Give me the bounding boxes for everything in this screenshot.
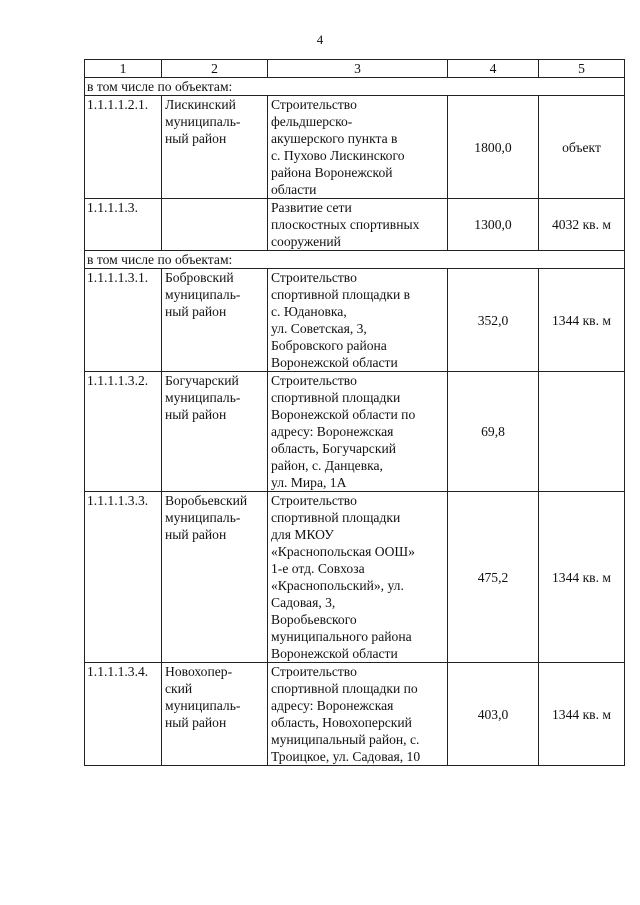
section-label: в том числе по объектам: xyxy=(85,251,625,269)
cell-line: «Краснопольский», ул. xyxy=(271,578,404,593)
amount-value: 352,0 xyxy=(448,269,539,372)
object-description xyxy=(268,199,448,251)
cell-line: ный район xyxy=(165,407,227,422)
column-header: 1 xyxy=(85,60,162,78)
cell-line: Садовая, 3, xyxy=(271,595,336,610)
cell-line: Воронежской области xyxy=(271,646,398,661)
cell-line: Строительство xyxy=(271,373,357,388)
object-description xyxy=(268,372,448,492)
item-code: 1.1.1.1.3.3. xyxy=(85,492,162,663)
cell-line: область, Новохоперский xyxy=(271,715,412,730)
cell-line: Троицкое, ул. Садовая, 10 xyxy=(271,749,421,764)
amount-value: 403,0 xyxy=(448,663,539,766)
item-code: 1.1.1.1.3.4. xyxy=(85,663,162,766)
cell-line: муниципальный район, с. xyxy=(271,732,420,747)
table-row xyxy=(85,663,625,766)
objects-table xyxy=(84,59,625,766)
capacity-unit: 1344 кв. м xyxy=(539,492,625,663)
cell-line: спортивной площадки xyxy=(271,390,401,405)
object-description xyxy=(268,663,448,766)
district-name xyxy=(162,269,268,372)
cell-line: Новохопер- xyxy=(165,664,233,679)
cell-line: области xyxy=(271,182,317,197)
cell-line: фельдшерско- xyxy=(271,114,353,129)
cell-line: муниципаль- xyxy=(165,114,241,129)
column-header: 3 xyxy=(268,60,448,78)
cell-line: Воронежской области xyxy=(271,355,398,370)
cell-line: «Краснопольская ООШ» xyxy=(271,544,415,559)
cell-line: адресу: Воронежская xyxy=(271,698,394,713)
district-name xyxy=(162,199,268,251)
column-header: 2 xyxy=(162,60,268,78)
district-name xyxy=(162,663,268,766)
column-header: 5 xyxy=(539,60,625,78)
amount-value: 1300,0 xyxy=(448,199,539,251)
cell-line: района Воронежской xyxy=(271,165,393,180)
page-number: 4 xyxy=(316,32,324,47)
cell-line: ул. Мира, 1А xyxy=(271,475,347,490)
item-code: 1.1.1.1.2.1. xyxy=(85,96,162,199)
table-row xyxy=(85,199,625,251)
cell-line: Строительство xyxy=(271,97,357,112)
district-name xyxy=(162,96,268,199)
cell-line: плоскостных спортивных xyxy=(271,217,420,232)
cell-line: область, Богучарский xyxy=(271,441,396,456)
cell-line: Воробьевского xyxy=(271,612,357,627)
cell-line: Воробьевский xyxy=(165,493,248,508)
cell-line: муниципаль- xyxy=(165,698,241,713)
section-row xyxy=(85,251,625,269)
capacity-unit: 1344 кв. м xyxy=(539,269,625,372)
cell-line: Строительство xyxy=(271,270,357,285)
cell-line: для МКОУ xyxy=(271,527,334,542)
section-label: в том числе по объектам: xyxy=(85,78,625,96)
object-description xyxy=(268,492,448,663)
cell-line: ный район xyxy=(165,304,227,319)
cell-line: сооружений xyxy=(271,234,341,249)
cell-line: Бобровского района xyxy=(271,338,387,353)
cell-line: Бобровский xyxy=(165,270,234,285)
cell-line: Лискинский xyxy=(165,97,236,112)
cell-line: ный район xyxy=(165,527,227,542)
cell-line: с. Пухово Лискинского xyxy=(271,148,405,163)
amount-value: 1800,0 xyxy=(448,96,539,199)
cell-line: 1-е отд. Совхоза xyxy=(271,561,365,576)
cell-line: спортивной площадки по xyxy=(271,681,418,696)
object-description xyxy=(268,269,448,372)
cell-line: спортивной площадки в xyxy=(271,287,411,302)
section-row xyxy=(85,78,625,96)
cell-line: Строительство xyxy=(271,664,357,679)
table-row xyxy=(85,269,625,372)
table-header-row xyxy=(85,60,625,78)
column-header: 4 xyxy=(448,60,539,78)
cell-line: муниципаль- xyxy=(165,510,241,525)
district-name xyxy=(162,372,268,492)
cell-line: Воронежской области по xyxy=(271,407,416,422)
cell-line: Богучарский xyxy=(165,373,239,388)
amount-value: 475,2 xyxy=(448,492,539,663)
cell-line: Строительство xyxy=(271,493,357,508)
cell-line: с. Юдановка, xyxy=(271,304,347,319)
cell-line: акушерского пункта в xyxy=(271,131,398,146)
table-row xyxy=(85,96,625,199)
district-name xyxy=(162,492,268,663)
item-code: 1.1.1.1.3. xyxy=(85,199,162,251)
cell-line: адресу: Воронежская xyxy=(271,424,394,439)
capacity-unit: 1344 кв. м xyxy=(539,663,625,766)
capacity-unit xyxy=(539,372,625,492)
amount-value: 69,8 xyxy=(448,372,539,492)
cell-line: ский xyxy=(165,681,193,696)
capacity-unit: 4032 кв. м xyxy=(539,199,625,251)
object-description xyxy=(268,96,448,199)
cell-line: Развитие сети xyxy=(271,200,352,215)
cell-line: ный район xyxy=(165,131,227,146)
cell-line: спортивной площадки xyxy=(271,510,401,525)
cell-line: ный район xyxy=(165,715,227,730)
table-row xyxy=(85,492,625,663)
capacity-unit: объект xyxy=(539,96,625,199)
cell-line: ул. Советская, 3, xyxy=(271,321,367,336)
cell-line: муниципального района xyxy=(271,629,412,644)
cell-line: муниципаль- xyxy=(165,287,241,302)
table-row xyxy=(85,372,625,492)
item-code: 1.1.1.1.3.2. xyxy=(85,372,162,492)
cell-line: муниципаль- xyxy=(165,390,241,405)
item-code: 1.1.1.1.3.1. xyxy=(85,269,162,372)
cell-line: район, с. Данцевка, xyxy=(271,458,383,473)
